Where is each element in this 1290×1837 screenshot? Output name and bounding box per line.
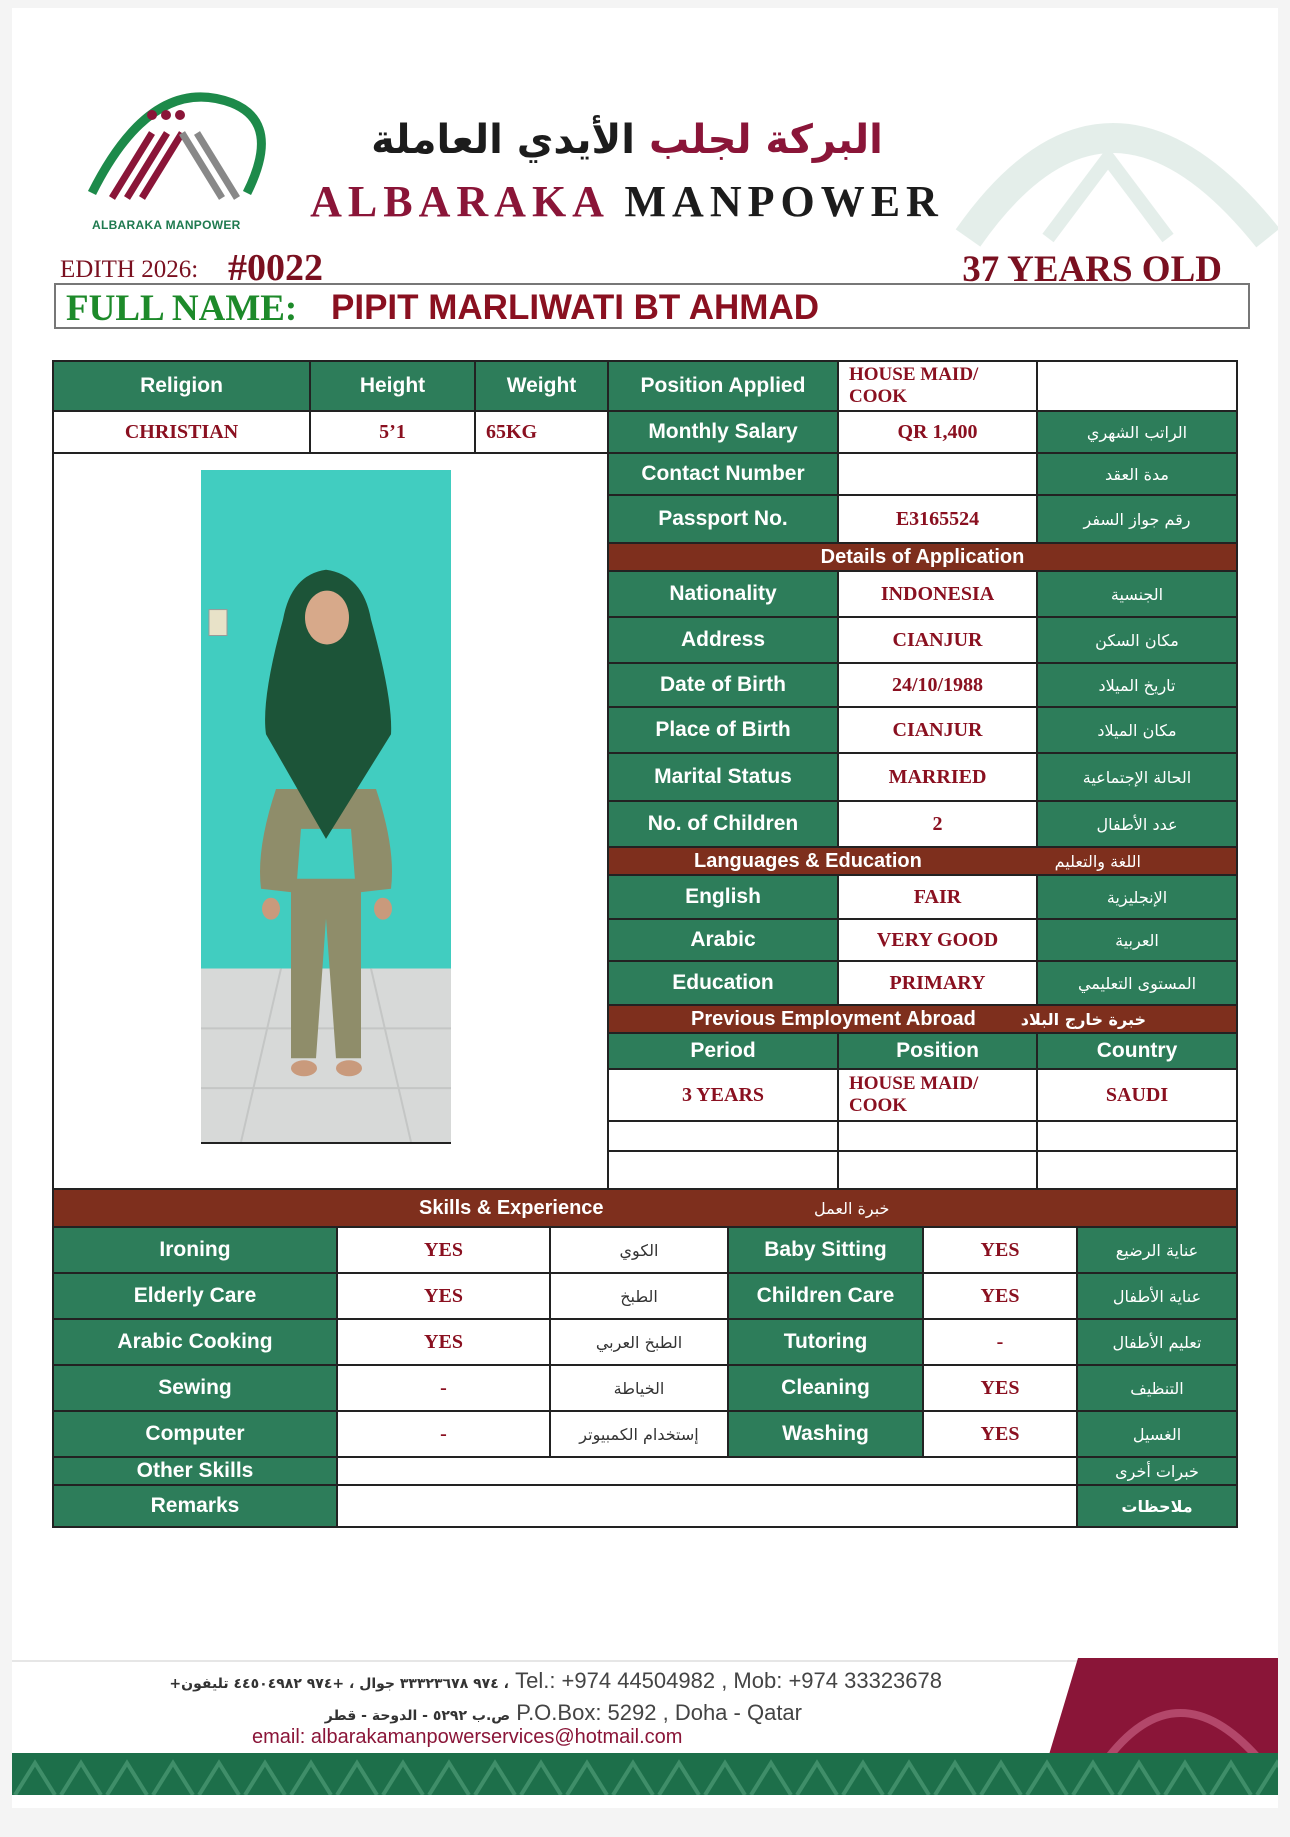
skill-ar: الكوي bbox=[551, 1228, 729, 1274]
company-name-en-part1: ALBARAKA bbox=[310, 177, 608, 226]
footer-band bbox=[12, 1753, 1278, 1795]
passport-ar: رقم جواز السفر bbox=[1038, 496, 1236, 544]
details-section-title: Details of Application bbox=[609, 544, 1236, 572]
language-ar: المستوى التعليمي bbox=[1038, 962, 1236, 1006]
emp-position-value bbox=[839, 1122, 1038, 1152]
employment-title-ar: خبرة خارج البلاد bbox=[1020, 1009, 1146, 1029]
detail-label: Address bbox=[609, 618, 839, 664]
contact-number-value bbox=[839, 454, 1038, 496]
language-label: Arabic bbox=[609, 920, 839, 962]
skill-ar: عناية الرضيع bbox=[1078, 1228, 1236, 1274]
footer-phone-line bbox=[82, 1668, 942, 1694]
company-name-ar-part2: الأيدي العاملة bbox=[371, 117, 636, 163]
skill-label: Tutoring bbox=[729, 1320, 924, 1366]
photo-cell bbox=[54, 454, 609, 1190]
country-header: Country bbox=[1038, 1034, 1236, 1070]
full-name-label: FULL NAME: bbox=[66, 288, 298, 329]
skill-label: Washing bbox=[729, 1412, 924, 1458]
skill-value: YES bbox=[924, 1412, 1078, 1458]
emp-period-value bbox=[609, 1122, 839, 1152]
emp-position-header: Position bbox=[839, 1034, 1038, 1070]
skill-value: YES bbox=[338, 1320, 551, 1366]
skill-ar: التنظيف bbox=[1078, 1366, 1236, 1412]
remarks-value bbox=[338, 1486, 1078, 1526]
full-name-box bbox=[54, 283, 1250, 329]
footer-decoration bbox=[1048, 1658, 1278, 1758]
height-value: 5’1 bbox=[311, 412, 476, 454]
detail-label: Nationality bbox=[609, 572, 839, 618]
skill-label: Children Care bbox=[729, 1274, 924, 1320]
emp-period-value: 3 YEARS bbox=[609, 1070, 839, 1122]
skill-ar: عناية الأطفال bbox=[1078, 1274, 1236, 1320]
company-name-en-part2: MANPOWER bbox=[624, 177, 944, 226]
skill-label: Computer bbox=[54, 1412, 338, 1458]
footer-address: P.O.Box: 5292 , Doha - Qatar bbox=[516, 1700, 802, 1725]
skill-value: - bbox=[924, 1320, 1078, 1366]
skill-label: Arabic Cooking bbox=[54, 1320, 338, 1366]
detail-value: INDONESIA bbox=[839, 572, 1038, 618]
passport-value: E3165524 bbox=[839, 496, 1038, 544]
emp-country-value bbox=[1038, 1152, 1236, 1190]
company-name-english bbox=[297, 176, 957, 227]
emp-period-value bbox=[609, 1152, 839, 1190]
detail-ar: عدد الأطفال bbox=[1038, 802, 1236, 848]
skill-value: YES bbox=[338, 1274, 551, 1320]
skill-label: Ironing bbox=[54, 1228, 338, 1274]
skill-ar: إستخدام الكمبيوتر bbox=[551, 1412, 729, 1458]
language-ar: الإنجليزية bbox=[1038, 876, 1236, 920]
skill-label: Baby Sitting bbox=[729, 1228, 924, 1274]
skill-ar: الغسيل bbox=[1078, 1412, 1236, 1458]
employment-title-en: Previous Employment Abroad bbox=[691, 1007, 976, 1030]
languages-section-title bbox=[609, 848, 1236, 876]
skill-label: Elderly Care bbox=[54, 1274, 338, 1320]
footer-address-ar: ص.ب ٥٢٩٢ - الدوحة - قطر bbox=[324, 1708, 511, 1724]
other-skills-label: Other Skills bbox=[54, 1458, 338, 1486]
position-applied-value: HOUSE MAID/ COOK bbox=[839, 362, 1038, 412]
language-value: FAIR bbox=[839, 876, 1038, 920]
detail-ar: الحالة الإجتماعية bbox=[1038, 754, 1236, 802]
detail-label: No. of Children bbox=[609, 802, 839, 848]
company-name-ar-part1: البركة لجلب bbox=[648, 117, 883, 163]
skill-value: YES bbox=[924, 1228, 1078, 1274]
skills-title-en: Skills & Experience bbox=[419, 1196, 604, 1219]
monthly-salary-value: QR 1,400 bbox=[839, 412, 1038, 454]
skill-value: YES bbox=[924, 1274, 1078, 1320]
other-skills-value bbox=[338, 1458, 1078, 1486]
applicant-photo bbox=[201, 470, 451, 1144]
company-name-arabic bbox=[297, 118, 957, 162]
period-header: Period bbox=[609, 1034, 839, 1070]
skills-title-ar: خبرة العمل bbox=[814, 1198, 890, 1218]
contact-number-ar: مدة العقد bbox=[1038, 454, 1236, 496]
skill-ar: الخياطة bbox=[551, 1366, 729, 1412]
language-label: English bbox=[609, 876, 839, 920]
skill-value: YES bbox=[924, 1366, 1078, 1412]
applicant-code: #0022 bbox=[228, 247, 323, 289]
skill-value: - bbox=[338, 1366, 551, 1412]
detail-label: Place of Birth bbox=[609, 708, 839, 754]
weight-header: Weight bbox=[476, 362, 609, 412]
detail-value: MARRIED bbox=[839, 754, 1038, 802]
religion-header: Religion bbox=[54, 362, 311, 412]
detail-value: 2 bbox=[839, 802, 1038, 848]
other-skills-ar: خبرات أخرى bbox=[1078, 1458, 1236, 1486]
contact-number-header: Contact Number bbox=[609, 454, 839, 496]
height-header: Height bbox=[311, 362, 476, 412]
emp-position-value bbox=[839, 1152, 1038, 1190]
monthly-salary-header: Monthly Salary bbox=[609, 412, 839, 454]
cv-page bbox=[12, 8, 1278, 1808]
language-value: PRIMARY bbox=[839, 962, 1038, 1006]
skill-value: - bbox=[338, 1412, 551, 1458]
detail-ar: مكان السكن bbox=[1038, 618, 1236, 664]
edition-label: EDITH 2026: bbox=[60, 256, 199, 283]
watermark-pattern bbox=[948, 38, 1278, 248]
detail-value: CIANJUR bbox=[839, 708, 1038, 754]
skill-label: Cleaning bbox=[729, 1366, 924, 1412]
logo-caption: ALBARAKA MANPOWER bbox=[92, 218, 241, 232]
skill-ar: الطبخ bbox=[551, 1274, 729, 1320]
detail-ar: الجنسية bbox=[1038, 572, 1236, 618]
language-ar: العربية bbox=[1038, 920, 1236, 962]
skill-ar: تعليم الأطفال bbox=[1078, 1320, 1236, 1366]
footer-email: email: albarakamanpowerservices@hotmail.com bbox=[252, 1726, 683, 1748]
footer-address-line bbox=[82, 1700, 802, 1726]
detail-value: 24/10/1988 bbox=[839, 664, 1038, 708]
footer-phone: Tel.: +974 44504982 , Mob: +974 33323678 bbox=[515, 1668, 942, 1693]
detail-label: Date of Birth bbox=[609, 664, 839, 708]
emp-country-value bbox=[1038, 1122, 1236, 1152]
skill-value: YES bbox=[338, 1228, 551, 1274]
languages-title-en: Languages & Education bbox=[694, 849, 922, 872]
applicant-age: 37 YEARS OLD bbox=[962, 249, 1222, 290]
weight-value: 65KG bbox=[476, 412, 609, 454]
remarks-label: Remarks bbox=[54, 1486, 338, 1526]
skills-section-title bbox=[54, 1190, 1236, 1228]
footer-phone-ar: +٩٧٤ ٣٣٣٢٣٦٧٨ جوال ، +٩٧٤ ٤٤٥٠٤٩٨٢ تليفون ، bbox=[169, 1676, 509, 1692]
skill-label: Sewing bbox=[54, 1366, 338, 1412]
monthly-salary-ar: الراتب الشهري bbox=[1038, 412, 1236, 454]
languages-title-ar: اللغة والتعليم bbox=[1054, 851, 1141, 871]
position-applied-header: Position Applied bbox=[609, 362, 839, 412]
passport-header: Passport No. bbox=[609, 496, 839, 544]
detail-label: Marital Status bbox=[609, 754, 839, 802]
emp-position-value: HOUSE MAID/ COOK bbox=[839, 1070, 1038, 1122]
language-label: Education bbox=[609, 962, 839, 1006]
position-applied-empty bbox=[1038, 362, 1236, 412]
language-value: VERY GOOD bbox=[839, 920, 1038, 962]
remarks-ar: ملاحظات bbox=[1078, 1486, 1236, 1526]
full-name-value: PIPIT MARLIWATI BT AHMAD bbox=[331, 288, 820, 327]
religion-value: CHRISTIAN bbox=[54, 412, 311, 454]
detail-ar: مكان الميلاد bbox=[1038, 708, 1236, 754]
detail-ar: تاريخ الميلاد bbox=[1038, 664, 1236, 708]
employment-section-title bbox=[609, 1006, 1236, 1034]
skill-ar: الطبخ العربي bbox=[551, 1320, 729, 1366]
cv-table bbox=[52, 360, 1238, 1528]
detail-value: CIANJUR bbox=[839, 618, 1038, 664]
footer-band-pattern bbox=[12, 1753, 1278, 1795]
emp-country-value: SAUDI bbox=[1038, 1070, 1236, 1122]
